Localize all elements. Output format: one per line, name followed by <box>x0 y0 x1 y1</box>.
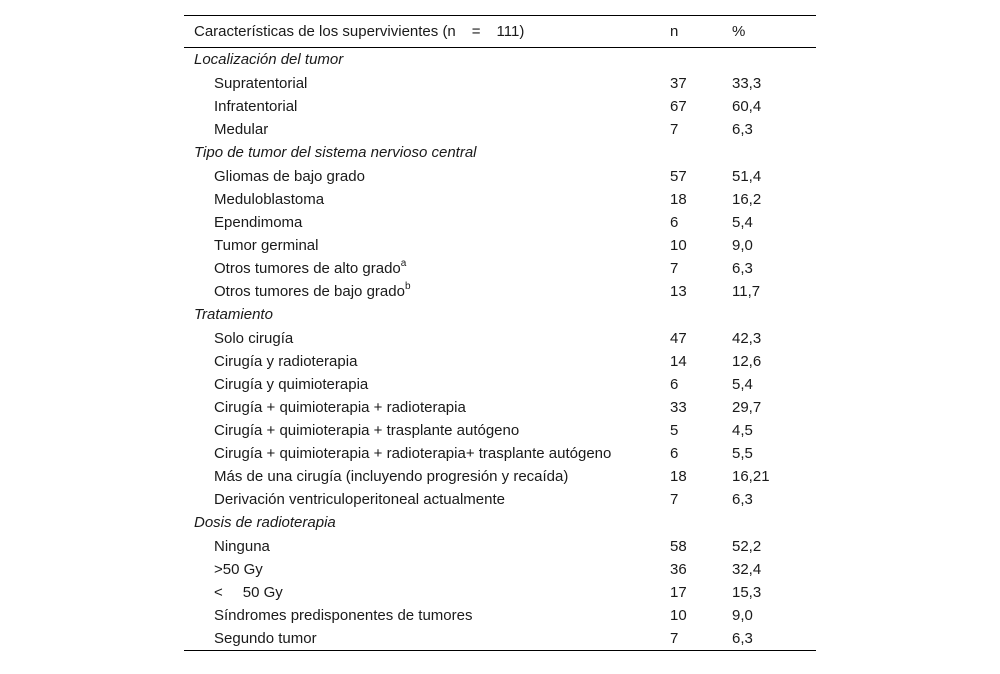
table-body <box>184 48 816 651</box>
row-label-text: Cirugía y quimioterapia <box>214 376 369 393</box>
row-label <box>184 558 670 581</box>
row-label <box>184 165 670 188</box>
row-percent: 4,5 <box>732 422 753 439</box>
row-n: 67 <box>670 98 687 115</box>
row-percent: 6,3 <box>732 491 753 508</box>
section-row <box>184 141 816 165</box>
table-row <box>184 488 816 511</box>
table-row <box>184 604 816 627</box>
table-row <box>184 280 816 303</box>
table-row <box>184 72 816 95</box>
footnote-marker: b <box>404 281 411 292</box>
row-n: 7 <box>670 121 679 138</box>
table-row <box>184 535 816 558</box>
row-label <box>184 465 670 488</box>
row-percent: 42,3 <box>732 330 762 347</box>
row-percent: 32,4 <box>732 561 762 578</box>
table-row <box>184 327 816 350</box>
row-percent: 9,0 <box>732 237 753 254</box>
row-percent: 29,7 <box>732 399 762 416</box>
row-percent: 6,3 <box>732 260 753 277</box>
row-label-text: Cirugía + quimioterapia + trasplante autógeno <box>214 422 520 439</box>
row-label <box>184 442 670 465</box>
row-n: 18 <box>670 191 687 208</box>
row-percent: 6,3 <box>732 121 753 138</box>
row-label-text: Cirugía y radioterapia <box>214 353 358 370</box>
row-percent: 9,0 <box>732 607 753 624</box>
row-label-text: Más de una cirugía (incluyendo progresión y recaída) <box>214 468 569 485</box>
row-label <box>184 488 670 511</box>
table-row <box>184 558 816 581</box>
row-label-text: Otros tumores de alto grado <box>214 260 401 277</box>
row-n: 36 <box>670 561 687 578</box>
row-label <box>184 581 670 604</box>
survivors-characteristics-table <box>184 15 816 651</box>
table-row <box>184 165 816 188</box>
section-title: Tratamiento <box>194 306 273 323</box>
row-label <box>184 350 670 373</box>
row-percent: 15,3 <box>732 584 762 601</box>
row-label <box>184 280 670 303</box>
section-row <box>184 303 816 327</box>
header-row <box>184 16 816 48</box>
row-n: 6 <box>670 214 679 231</box>
row-n: 7 <box>670 627 732 651</box>
row-percent: 16,2 <box>732 191 762 208</box>
row-label-text: Tumor germinal <box>214 237 319 254</box>
table-row <box>184 373 816 396</box>
header-label-part-1: Características de los supervivientes (n <box>194 23 456 40</box>
row-label <box>184 72 670 95</box>
row-label-text: Ninguna <box>214 538 270 555</box>
row-percent: 33,3 <box>732 75 762 92</box>
row-percent: 60,4 <box>732 98 762 115</box>
row-label-text: Medular <box>214 121 269 138</box>
row-label-text: Solo cirugía <box>214 330 294 347</box>
table-row <box>184 211 816 234</box>
survivors-table-container <box>184 15 816 651</box>
header-percent: % <box>732 16 816 48</box>
row-label <box>184 188 670 211</box>
row-label-text: Cirugía + quimioterapia + radioterapia+ trasplante autógeno <box>214 445 612 462</box>
row-n: 6 <box>670 376 679 393</box>
row-n: 14 <box>670 353 687 370</box>
row-label <box>184 95 670 118</box>
row-label <box>184 604 670 627</box>
header-label-part-2: = <box>471 23 481 40</box>
row-label-text: Síndromes predisponentes de tumores <box>214 607 473 624</box>
row-label-part: 50 Gy <box>242 584 283 601</box>
row-label-text: Meduloblastoma <box>214 191 325 208</box>
row-n: 10 <box>670 237 687 254</box>
row-label <box>184 373 670 396</box>
row-label-text: Derivación ventriculoperitoneal actualmente <box>214 491 505 508</box>
row-label <box>184 327 670 350</box>
row-n: 58 <box>670 538 687 555</box>
row-percent: 5,5 <box>732 445 753 462</box>
row-n: 7 <box>670 491 679 508</box>
row-percent: 52,2 <box>732 538 762 555</box>
row-label-text: Ependimoma <box>214 214 303 231</box>
header-characteristics <box>184 16 670 48</box>
row-label-part: < <box>214 584 223 601</box>
row-label-text: Segundo tumor <box>214 630 317 647</box>
row-label-text: >50 Gy <box>214 561 263 578</box>
row-label <box>184 257 670 280</box>
row-n: 5 <box>670 422 679 439</box>
row-percent: 5,4 <box>732 376 753 393</box>
section-title: Tipo de tumor del sistema nervioso central <box>194 144 477 161</box>
table-row <box>184 581 816 604</box>
table-row <box>184 188 816 211</box>
row-label <box>184 627 670 651</box>
row-n: 10 <box>670 607 687 624</box>
row-n: 17 <box>670 584 687 601</box>
row-percent: 6,3 <box>732 627 816 651</box>
row-label <box>184 118 670 141</box>
header-label-part-3: 111) <box>496 23 525 40</box>
row-percent: 5,4 <box>732 214 753 231</box>
row-percent: 51,4 <box>732 168 762 185</box>
row-label <box>184 211 670 234</box>
table-row <box>184 257 816 280</box>
row-label-text: Cirugía + quimioterapia + radioterapia <box>214 399 466 416</box>
row-percent: 12,6 <box>732 353 762 370</box>
section-title: Dosis de radioterapia <box>194 514 336 531</box>
footnote-marker: a <box>400 258 407 269</box>
row-n: 6 <box>670 445 679 462</box>
table-row <box>184 442 816 465</box>
row-label <box>184 419 670 442</box>
table-row <box>184 419 816 442</box>
row-n: 33 <box>670 399 687 416</box>
row-label-text: Supratentorial <box>214 75 308 92</box>
table-row <box>184 465 816 488</box>
row-n: 57 <box>670 168 687 185</box>
table-row <box>184 234 816 257</box>
row-label <box>184 535 670 558</box>
table-row <box>184 396 816 419</box>
table-row <box>184 118 816 141</box>
row-label <box>184 396 670 419</box>
section-row <box>184 48 816 73</box>
section-row <box>184 511 816 535</box>
row-n: 47 <box>670 330 687 347</box>
table-row <box>184 350 816 373</box>
row-label-text: Otros tumores de bajo grado <box>214 283 405 300</box>
header-n: n <box>670 16 732 48</box>
row-n: 13 <box>670 283 687 300</box>
table-header <box>184 16 816 48</box>
row-n: 7 <box>670 260 679 277</box>
row-label-text: Gliomas de bajo grado <box>214 168 365 185</box>
row-n: 37 <box>670 75 687 92</box>
row-n: 18 <box>670 468 687 485</box>
table-row <box>184 95 816 118</box>
table-row <box>184 627 816 651</box>
row-percent: 16,21 <box>732 468 770 485</box>
section-title: Localización del tumor <box>194 51 344 68</box>
row-percent: 11,7 <box>732 283 761 300</box>
row-label-text: Infratentorial <box>214 98 298 115</box>
row-label <box>184 234 670 257</box>
